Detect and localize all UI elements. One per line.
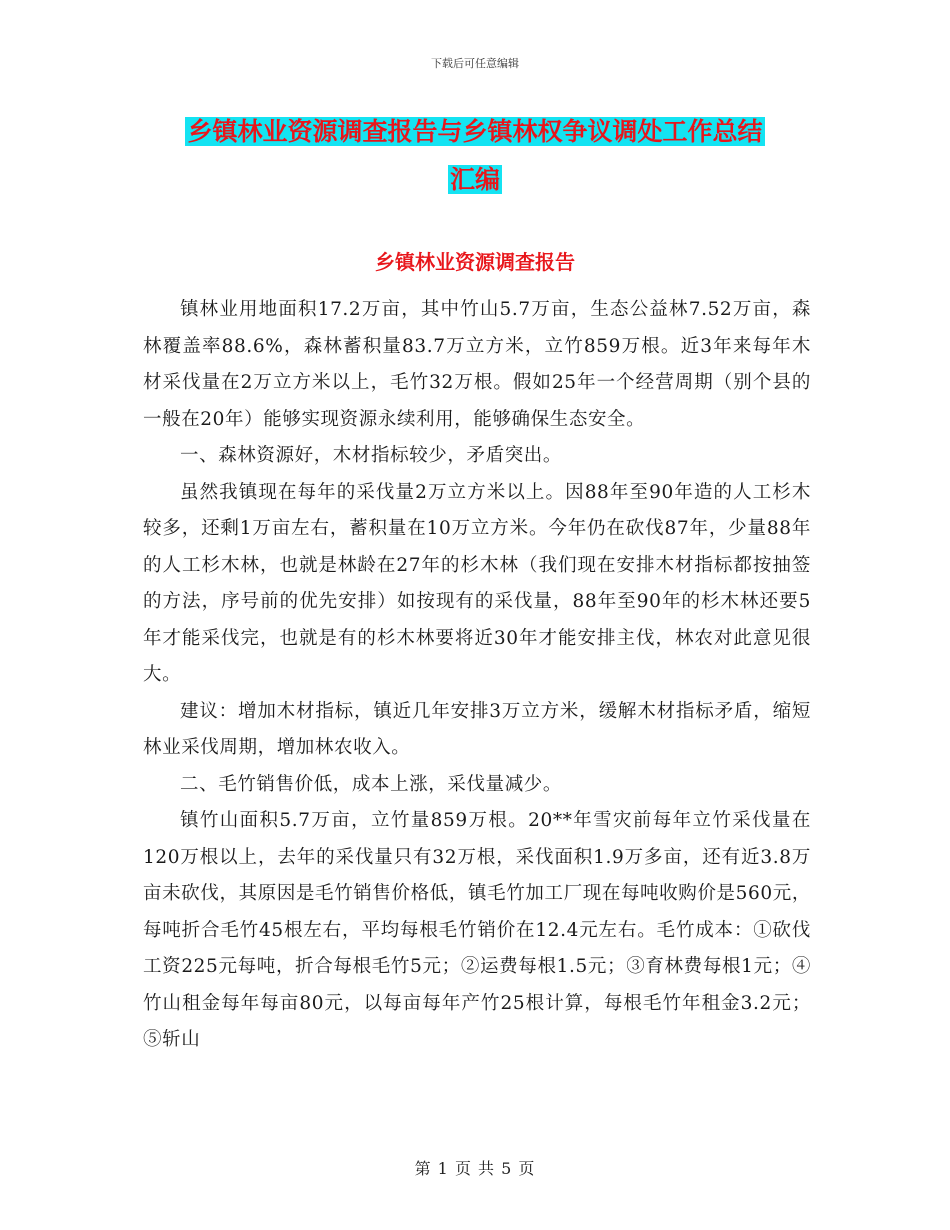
header-note: 下载后可任意编辑: [431, 57, 519, 70]
paragraph: 二、毛竹销售价低，成本上涨，采伐量减少。: [180, 773, 563, 795]
paragraph: 建议：增加木材指标，镇近几年安排3万立方米，缓解木材指标矛盾，缩短林业采伐周期，增加林农收入。: [143, 700, 811, 758]
body-text: [143, 292, 811, 1059]
paragraph: 镇竹山面积5.7万亩，立竹量859万根。20**年雪灾前每年立竹采伐量在120万根以上，去年的采伐量只有32万根，采伐面积1.9万多亩，还有近3.8万亩未砍伐，其原因是毛竹销售价格低，镇毛竹加工厂现在每吨收购价是560元，每吨折合毛竹45根左右，平均每根毛竹销价在12.4元左右。毛竹成本：①砍伐工资225元每吨，折合每根毛竹5元；②运费每根1.5元；③育林费每根1元；④竹山租金每年每亩80元，以每亩每年产竹25根计算，每根毛竹年租金3.2元；⑤斩山: [143, 810, 811, 1050]
paragraph: 虽然我镇现在每年的采伐量2万立方米以上。因88年至90年造的人工杉木较多，还剩1万亩左右，蓄积量在10万立方米。今年仍在砍伐87年，少量88年的人工杉木林，也就是林龄在27年的杉木林（我们现在安排木材指标都按抽签的方法，序号前的优先安排）如按现有的采伐量，88年至90年的杉木林还要5年才能采伐完，也就是有的杉木林要将近30年才能安排主伐，林农对此意见很大。: [143, 481, 811, 685]
document-title: [130, 108, 820, 204]
page-number-footer: 第 1 页 共 5 页: [414, 1159, 536, 1178]
document-title-line-1: 乡镇林业资源调查报告与乡镇林权争议调处工作总结: [187, 117, 763, 146]
paragraph: 一、森林资源好，木材指标较少，矛盾突出。: [180, 445, 563, 466]
paragraph: 镇林业用地面积17.2万亩，其中竹山5.7万亩，生态公益林7.52万亩，森林覆盖率88.6%，森林蓄积量83.7万立方米，立竹859万根。近3年来每年木材采伐量在2万立方米以上，毛竹32万根。假如25年一个经营周期（别个县的一般在20年）能够实现资源永续利用，能够确保生态安全。: [143, 299, 811, 430]
section-title: 乡镇林业资源调查报告: [375, 250, 575, 274]
document-title-line-2: 汇编: [449, 165, 500, 194]
